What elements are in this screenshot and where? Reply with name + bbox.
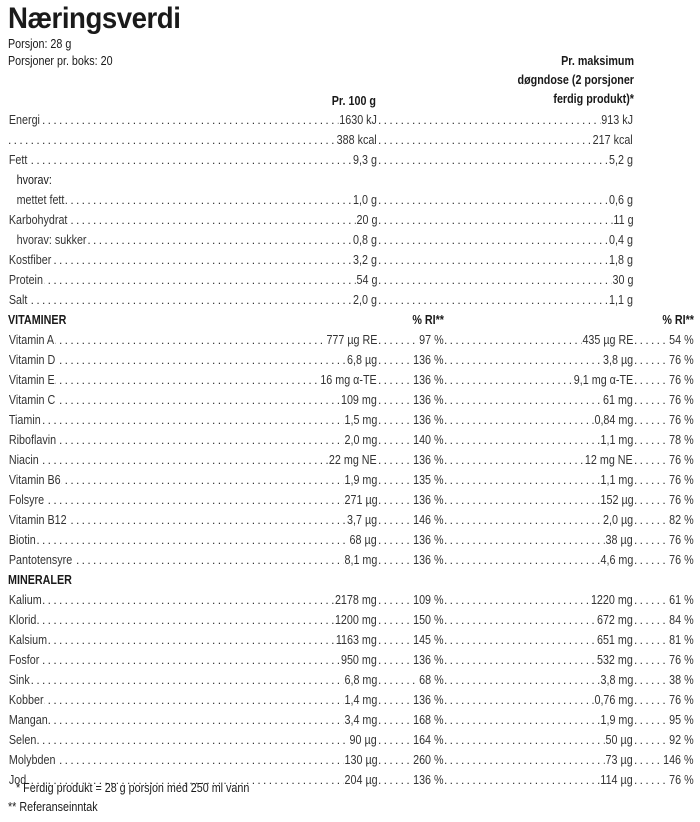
row-per100-segment [8, 330, 378, 350]
nutrient-label: . . . hvorav: sukker [8, 230, 87, 250]
value-per100: 130 µg [343, 750, 378, 770]
value-per100: 1,9 mg [343, 470, 378, 490]
row-ri100-segment [378, 550, 444, 570]
table-row [0, 670, 700, 690]
row-rimax-segment [634, 470, 694, 490]
value-per100: 1,0 g [352, 190, 378, 210]
nutrient-label: . . . Vitamin D [8, 350, 56, 370]
ri-maxdose: . . . 81 % [668, 630, 694, 650]
row-per100-segment [8, 510, 378, 530]
row-per100-segment [8, 250, 378, 270]
row-per100-segment [8, 430, 378, 450]
ri-maxdose: . . . 76 % [668, 770, 694, 790]
table-row [0, 150, 700, 170]
header-maxdose-line1: Pr. maksimum [561, 54, 634, 68]
row-ri100-segment [378, 610, 444, 630]
row-ri100-segment [378, 490, 444, 510]
row-max-segment [444, 550, 634, 570]
table-row [0, 450, 700, 470]
value-per100: 1163 mg [335, 630, 378, 650]
table-row [0, 650, 700, 670]
value-maxdose: . . . 651 mg [596, 630, 634, 650]
row-per100-segment [8, 750, 378, 770]
value-per100: 2178 mg [334, 590, 378, 610]
ri-per100: . . . 146 % [412, 510, 444, 530]
nutrient-label: . . . Fosfor [8, 650, 40, 670]
value-maxdose: . . . 61 mg [602, 390, 634, 410]
table-row [0, 690, 700, 710]
nutrient-label: . . . Protein [8, 270, 44, 290]
table-row [0, 470, 700, 490]
table-row [0, 490, 700, 510]
value-per100: 204 µg [343, 770, 378, 790]
value-per100: 6,8 mg [343, 670, 378, 690]
value-per100: 54 g [355, 270, 378, 290]
row-max-segment [444, 770, 634, 790]
table-row [0, 230, 700, 250]
vitamins-heading: VITAMINER [8, 313, 67, 327]
value-maxdose: . . . 38 µg [605, 530, 634, 550]
value-per100: 68 µg [349, 530, 378, 550]
ri-maxdose: . . . 54 % [668, 330, 694, 350]
row-max-segment [444, 650, 634, 670]
row-max-segment [444, 370, 634, 390]
value-maxdose: . . . 0,4 g [608, 230, 634, 250]
row-rimax-segment [634, 530, 694, 550]
ri-maxdose: . . . 92 % [668, 730, 694, 750]
row-rimax-segment [634, 490, 694, 510]
row-per100-segment [8, 130, 378, 150]
nutrient-label: . . . Molybden [8, 750, 56, 770]
table-row [0, 290, 700, 310]
row-rimax-segment [634, 710, 694, 730]
row-rimax-segment [634, 450, 694, 470]
row-rimax-segment [634, 610, 694, 630]
value-per100: 271 µg [343, 490, 378, 510]
value-maxdose: . . . 913 kJ [601, 110, 634, 130]
page-title: Næringsverdi [8, 2, 181, 35]
table-row [0, 330, 700, 350]
nutrient-label: . . . Kostfiber [8, 250, 52, 270]
row-max-segment [378, 270, 634, 290]
value-maxdose: . . . 9,1 mg α-TE [573, 370, 634, 390]
row-ri100-segment [378, 410, 444, 430]
row-rimax-segment [634, 750, 694, 770]
nutrient-label: . . . Vitamin C [8, 390, 56, 410]
nutrient-label: . . . Folsyre [8, 490, 45, 510]
row-max-segment [444, 470, 634, 490]
ri-per100: . . . 145 % [412, 630, 444, 650]
nutrient-label: . . . Vitamin B12 [8, 510, 67, 530]
table-row [0, 390, 700, 410]
row-per100-segment [8, 410, 378, 430]
row-per100-segment [8, 730, 378, 750]
ri-maxdose: . . . 76 % [668, 550, 694, 570]
nutrient-label: . . . Fett [8, 150, 28, 170]
value-per100: 6,8 µg [346, 350, 378, 370]
nutrient-label: . . . Karbohydrat [8, 210, 68, 230]
table-row [0, 370, 700, 390]
table-row [0, 110, 700, 130]
nutrient-label: . . . Salt [8, 290, 28, 310]
row-ri100-segment [378, 710, 444, 730]
nutrient-label: . . . Mangan [8, 710, 49, 730]
row-max-segment [444, 350, 634, 370]
ri-maxdose: . . . 76 % [668, 690, 694, 710]
value-maxdose: . . . 12 mg NE [584, 450, 634, 470]
row-rimax-segment [634, 410, 694, 430]
row-per100-segment [8, 610, 378, 630]
ri-maxdose: . . . 76 % [668, 350, 694, 370]
row-per100-segment [8, 370, 378, 390]
row-max-segment [444, 410, 634, 430]
row-ri100-segment [378, 530, 444, 550]
row-max-segment [444, 730, 634, 750]
value-per100: 20 g [355, 210, 378, 230]
value-maxdose: . . . 4,6 mg [599, 550, 634, 570]
row-max-segment [378, 190, 634, 210]
table-row [0, 430, 700, 450]
row-per100-segment [8, 270, 378, 290]
value-per100: 16 mg α-TE [320, 370, 378, 390]
ri-per100: . . . 136 % [412, 450, 444, 470]
value-maxdose: . . . 152 µg [599, 490, 634, 510]
table-row [0, 190, 700, 210]
row-max-segment [444, 490, 634, 510]
ri-per100: . . . 136 % [412, 770, 444, 790]
nutrient-label: . . . Tiamin [8, 410, 42, 430]
row-rimax-segment [634, 630, 694, 650]
table-row [0, 350, 700, 370]
table-row [0, 630, 700, 650]
nutrient-label: . . . Vitamin B6 [8, 470, 62, 490]
row-max-segment [444, 450, 634, 470]
row-per100-segment [8, 550, 378, 570]
row-max-segment [378, 130, 634, 150]
row-max-segment [378, 290, 634, 310]
ri-maxdose: . . . 76 % [668, 370, 694, 390]
value-per100: 22 mg NE [328, 450, 378, 470]
ri-per100: . . . 150 % [412, 610, 444, 630]
ri-per100: . . . 136 % [412, 370, 444, 390]
nutrient-label: . . . Sink [8, 670, 31, 690]
table-row [0, 530, 700, 550]
row-rimax-segment [634, 510, 694, 530]
ri-maxdose: . . . 78 % [668, 430, 694, 450]
row-ri100-segment [378, 370, 444, 390]
vitamins-heading-row [0, 310, 700, 330]
ri-maxdose: . . . 76 % [668, 470, 694, 490]
ri-maxdose: . . . 82 % [668, 510, 694, 530]
value-maxdose: . . . 0,84 mg [593, 410, 634, 430]
row-ri100-segment [378, 510, 444, 530]
value-maxdose: . . . 0,6 g [608, 190, 634, 210]
ri-per100: . . . 109 % [412, 590, 444, 610]
row-ri100-segment [378, 630, 444, 650]
row-per100-segment [8, 670, 378, 690]
value-per100: 3,7 µg [346, 510, 378, 530]
value-per100: 8,1 mg [343, 550, 378, 570]
ri-per100: . . . 168 % [412, 710, 444, 730]
nutrient-label: . . . Kalsium [8, 630, 48, 650]
ri-per100: . . . 135 % [412, 470, 444, 490]
ri-heading-maxdose: % RI** [662, 313, 694, 327]
nutrient-label: . . . Klorid [8, 610, 37, 630]
row-rimax-segment [634, 730, 694, 750]
value-maxdose: . . . 672 mg [596, 610, 634, 630]
ri-per100: . . . 136 % [412, 530, 444, 550]
row-max-segment [444, 590, 634, 610]
value-per100: 1200 mg [334, 610, 378, 630]
value-maxdose: . . . 3,8 mg [599, 670, 634, 690]
row-per100-segment [8, 190, 378, 210]
row-ri100-segment [378, 670, 444, 690]
row-ri100-segment [378, 770, 444, 790]
value-maxdose: . . . 11 g [612, 210, 634, 230]
ri-maxdose: . . . 76 % [668, 530, 694, 550]
nutrient-label: . . . Selen [8, 730, 37, 750]
minerals-heading-row [0, 570, 700, 590]
row-max-segment [378, 250, 634, 270]
ri-maxdose: . . . 84 % [668, 610, 694, 630]
serving-size: Porsjon: 28 g [8, 37, 72, 51]
value-maxdose: . . . 1,1 mg [599, 430, 634, 450]
row-rimax-segment [634, 550, 694, 570]
nutrient-label: . . . Kobber [8, 690, 44, 710]
value-per100: 777 µg RE [325, 330, 378, 350]
ri-per100: . . . 97 % [418, 330, 444, 350]
ri-per100: . . . 136 % [412, 390, 444, 410]
ri-per100: . . . 68 % [418, 670, 444, 690]
value-per100: 0,8 g [352, 230, 378, 250]
row-ri100-segment [378, 430, 444, 450]
row-per100-segment [8, 470, 378, 490]
row-ri100-segment [378, 650, 444, 670]
value-maxdose: . . . 0,76 mg [593, 690, 634, 710]
row-ri100-segment [378, 750, 444, 770]
row-rimax-segment [634, 350, 694, 370]
table-row [0, 170, 700, 190]
ri-heading-per100: % RI** [412, 313, 444, 327]
row-max-segment [444, 510, 634, 530]
row-per100-segment [8, 490, 378, 510]
ri-maxdose: . . . 76 % [668, 390, 694, 410]
row-max-segment [444, 430, 634, 450]
table-row [0, 750, 700, 770]
value-maxdose: . . . 73 µg [605, 750, 634, 770]
value-maxdose: . . . 114 µg [600, 770, 634, 790]
value-per100: 2,0 g [352, 290, 378, 310]
footnote-referanseinntak: ** Referanseinntak [8, 800, 98, 814]
ri-maxdose: . . . 61 % [668, 590, 694, 610]
row-per100-segment [8, 230, 378, 250]
nutrient-label: . . . Niacin [8, 450, 40, 470]
servings-per-box: Porsjoner pr. boks: 20 [8, 54, 113, 68]
row-rimax-segment [634, 670, 694, 690]
nutrient-label: . . . Jod [8, 770, 27, 790]
row-ri100-segment [378, 450, 444, 470]
nutrient-label: . . . mettet fett [8, 190, 65, 210]
ri-per100: . . . 164 % [412, 730, 444, 750]
row-per100-segment [8, 590, 378, 610]
value-per100: 950 mg [340, 650, 378, 670]
row-max-segment [444, 630, 634, 650]
value-per100: 3,4 mg [343, 710, 378, 730]
ri-maxdose: . . . 76 % [668, 490, 694, 510]
nutrient-label: . . . Biotin [8, 530, 37, 550]
row-max-segment [444, 710, 634, 730]
row-max-segment [444, 330, 634, 350]
ri-per100: . . . 260 % [412, 750, 444, 770]
ri-per100: . . . 136 % [412, 550, 444, 570]
row-rimax-segment [634, 650, 694, 670]
row-per100-segment [8, 630, 378, 650]
row-per100-segment [8, 650, 378, 670]
header-per100: Pr. 100 g [331, 94, 376, 108]
value-per100: 3,2 g [352, 250, 378, 270]
ri-per100: . . . 136 % [412, 690, 444, 710]
header-maxdose-line3: ferdig produkt)* [553, 92, 634, 106]
row-per100-segment [8, 150, 378, 170]
nutrient-label: . . . Vitamin E [8, 370, 56, 390]
ri-per100: . . . 136 % [412, 490, 444, 510]
nutrient-label: . . . Vitamin A [8, 330, 55, 350]
row-rimax-segment [634, 330, 694, 350]
row-max-segment [444, 390, 634, 410]
row-max-segment [444, 530, 634, 550]
value-maxdose: . . . 50 µg [605, 730, 634, 750]
value-per100: 1630 kJ [339, 110, 378, 130]
nutrient-label: . . . Riboflavin [8, 430, 57, 450]
row-per100-segment [8, 110, 378, 130]
value-maxdose: . . . 1,8 g [608, 250, 634, 270]
row-ri100-segment [378, 730, 444, 750]
row-per100-segment [8, 290, 378, 310]
row-per100-segment [8, 530, 378, 550]
row-max-segment [378, 150, 634, 170]
table-row [0, 270, 700, 290]
row-per100-segment [8, 710, 378, 730]
nutrient-label: . . . Pantotensyre [8, 550, 73, 570]
nutrient-label: hvorav: [8, 170, 53, 190]
table-row [0, 730, 700, 750]
table-row [0, 590, 700, 610]
ri-per100: . . . 136 % [412, 410, 444, 430]
value-maxdose: . . . 217 kcal [592, 130, 634, 150]
ri-maxdose: . . . 76 % [668, 650, 694, 670]
value-maxdose: . . . 30 g [611, 270, 634, 290]
row-ri100-segment [378, 470, 444, 490]
table-row [0, 410, 700, 430]
footnote-ferdig-produkt: * Ferdig produkt = 28 g porsjon med 250 ml vann [16, 781, 250, 795]
row-ri100-segment [378, 590, 444, 610]
value-maxdose: . . . 532 mg [596, 650, 634, 670]
ri-per100: . . . 136 % [412, 350, 444, 370]
row-per100-segment [8, 450, 378, 470]
table-row [0, 550, 700, 570]
row-rimax-segment [634, 370, 694, 390]
value-maxdose: . . . 1,9 mg [599, 710, 634, 730]
row-rimax-segment [634, 770, 694, 790]
value-per100: 90 µg [349, 730, 378, 750]
row-max-segment [378, 230, 634, 250]
table-row [0, 250, 700, 270]
row-max-segment [378, 210, 634, 230]
nutrient-label: . . . Kalium [8, 590, 43, 610]
value-maxdose: . . . 5,2 g [608, 150, 634, 170]
ri-maxdose: . . . 38 % [668, 670, 694, 690]
value-maxdose: . . . 3,8 µg [602, 350, 634, 370]
row-max-segment [444, 750, 634, 770]
value-per100: 1,4 mg [343, 690, 378, 710]
minerals-heading: MINERALER [8, 573, 72, 587]
row-ri100-segment [378, 330, 444, 350]
value-per100: 9,3 g [352, 150, 378, 170]
ri-maxdose: . . . 95 % [668, 710, 694, 730]
table-row [0, 210, 700, 230]
table-row [0, 130, 700, 150]
ri-maxdose: . . . 146 % [662, 750, 694, 770]
value-maxdose: . . . 2,0 µg [602, 510, 634, 530]
value-per100: . . . 388 kcal [336, 130, 378, 150]
nutrient-label: . . . Energi [8, 110, 41, 130]
row-per100-segment [8, 690, 378, 710]
value-per100: 109 mg [340, 390, 378, 410]
row-ri100-segment [378, 690, 444, 710]
ri-maxdose: . . . 76 % [668, 450, 694, 470]
row-ri100-segment [378, 390, 444, 410]
row-max-segment [444, 690, 634, 710]
row-max-segment [378, 110, 634, 130]
row-rimax-segment [634, 690, 694, 710]
row-rimax-segment [634, 430, 694, 450]
ri-per100: . . . 140 % [412, 430, 444, 450]
row-per100-segment [8, 170, 378, 190]
row-max-segment [444, 670, 634, 690]
value-maxdose: . . . 435 µg RE [581, 330, 634, 350]
row-max-segment [444, 610, 634, 630]
value-maxdose: . . . 1,1 g [608, 290, 634, 310]
table-row [0, 710, 700, 730]
ri-maxdose: . . . 76 % [668, 410, 694, 430]
row-per100-segment [8, 350, 378, 370]
row-rimax-segment [634, 390, 694, 410]
table-row [0, 610, 700, 630]
ri-per100: . . . 136 % [412, 650, 444, 670]
header-maxdose-line2: døgndose (2 porsjoner [517, 73, 634, 87]
row-per100-segment [8, 390, 378, 410]
table-row [0, 510, 700, 530]
row-ri100-segment [378, 350, 444, 370]
row-rimax-segment [634, 590, 694, 610]
value-maxdose: . . . 1,1 mg [599, 470, 634, 490]
value-maxdose: . . . 1220 mg [590, 590, 634, 610]
value-per100: 1,5 mg [343, 410, 378, 430]
value-per100: 2,0 mg [343, 430, 378, 450]
row-per100-segment [8, 210, 378, 230]
